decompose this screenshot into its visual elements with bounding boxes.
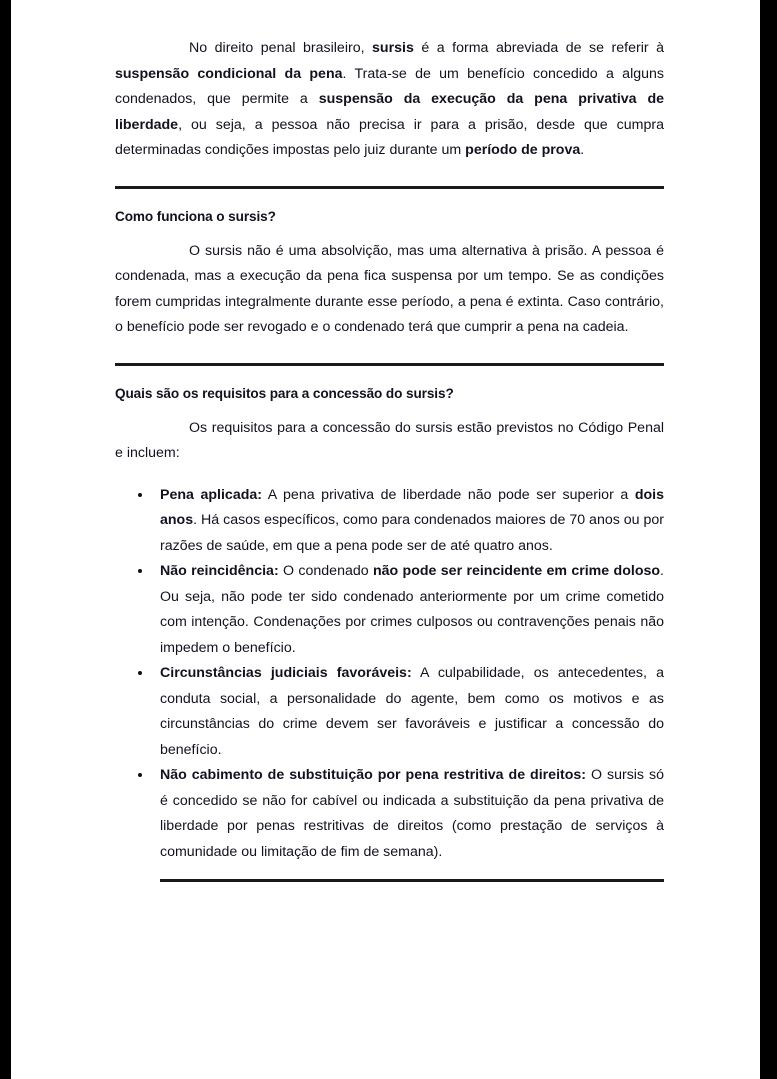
section-body-como-funciona: O sursis não é uma absolvição, mas uma alternativa à prisão. A pessoa é condenada, mas a execução da pena fica suspensa por um tempo. Se as condições forem cumpridas integralmente durante esse período, a pena é extinta. Caso contrário, o benefício pode ser revogado e o condenado terá que cumprir a pena na cadeia.: [115, 242, 664, 335]
intro-paragraph: No direito penal brasileiro, sursis é a forma abreviada de se referir à suspensão condicional da pena. Trata-se de um benefício concedido a alguns condenados, que permite a suspensão da execução da pena privativa de liberdade, ou seja, a pessoa não precisa ir para a prisão, desde que cumpra determinadas condições impostas pelo juiz durante um período de prova.: [115, 40, 664, 158]
section-divider-3: [160, 879, 664, 882]
section-body-requisitos: Os requisitos para a concessão do sursis estão previstos no Código Penal e incluem:: [115, 419, 664, 461]
list-item: Circunstâncias judiciais favoráveis: A culpabilidade, os antecedentes, a conduta social, a personalidade do agente, bem como os motivos e as circunstâncias do crime devem ser favoráveis e justificar a concessão do benefício.: [115, 661, 664, 763]
section-heading-como-funciona: Como funciona o sursis?: [115, 208, 276, 224]
list-item: Não reincidência: O condenado não pode ser reincidente em crime doloso. Ou seja, não pode ter sido condenado anteriormente por um crime cometido com intenção. Condenações por crimes culposos ou contravenções penais não impedem o benefício.: [115, 559, 664, 661]
list-item: Não cabimento de substituição por pena restritiva de direitos: O sursis só é concedido se não for cabível ou indicada a substituição da pena privativa de liberdade por penas restritivas de direitos (como prestação de serviços à comunidade ou limitação de fim de semana).: [115, 763, 664, 865]
section-heading-requisitos: Quais são os requisitos para a concessão do sursis?: [115, 385, 454, 401]
bullet-point-icon: [138, 569, 142, 573]
bullet-point-icon: [138, 671, 142, 675]
requirements-list: [115, 483, 664, 866]
page-edge-band-left: [0, 0, 11, 1079]
bullet-point-icon: [138, 493, 142, 497]
document-content: [115, 36, 664, 882]
page-edge-band-right: [760, 0, 777, 1079]
list-item: Pena aplicada: A pena privativa de liberdade não pode ser superior a dois anos. Há casos específicos, como para condenados maiores de 70 anos ou por razões de saúde, em que a pena pode ser de até quatro anos.: [115, 483, 664, 560]
bullet-point-icon: [138, 773, 142, 777]
